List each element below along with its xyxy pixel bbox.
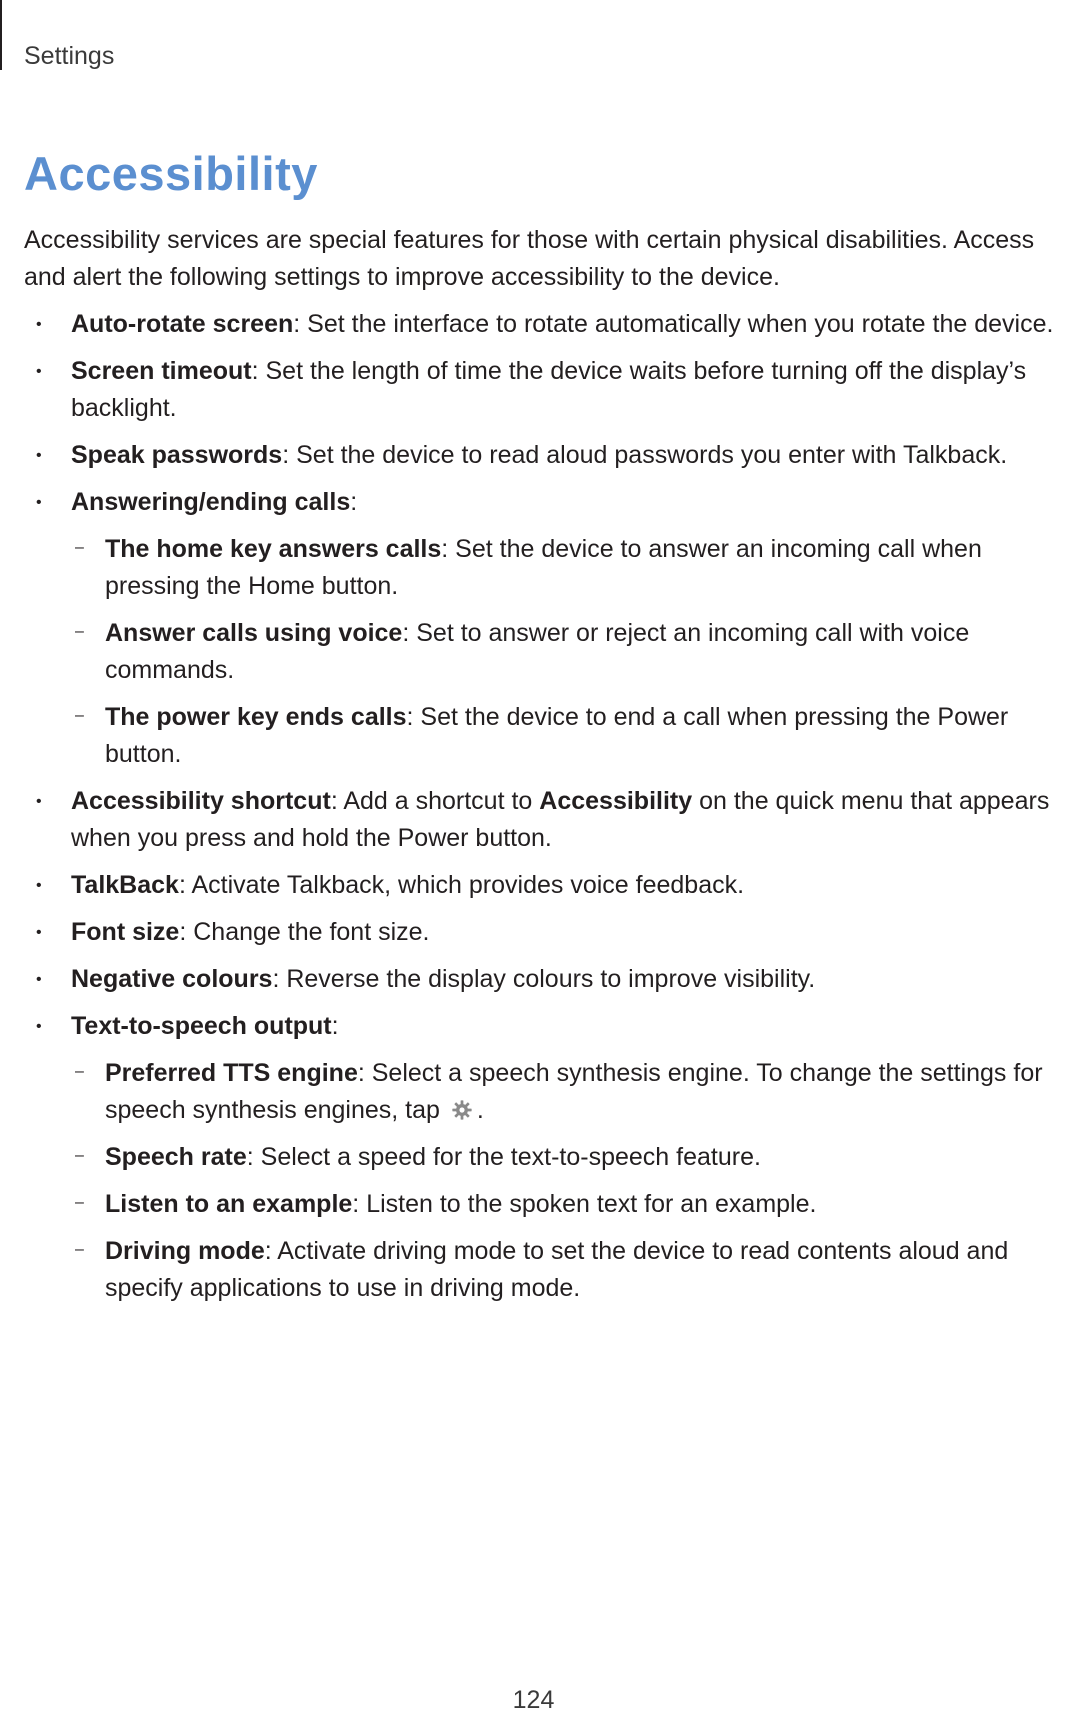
list-item-text-to-speech [24, 1008, 1064, 1307]
section-header: Settings [24, 42, 115, 70]
sub-item-term: Listen to an example [105, 1190, 353, 1218]
settings-list [24, 306, 1064, 1307]
sub-item-speech-rate [71, 1139, 1064, 1176]
item-desc: : Set the device to read aloud passwords you enter with Talkback. [282, 441, 1008, 469]
sub-item-answer-calls-voice [71, 615, 1064, 689]
list-item-auto-rotate [24, 306, 1064, 343]
item-term: Speak passwords [71, 441, 283, 469]
sub-item-term: The power key ends calls [105, 703, 407, 731]
item-desc: : Set the interface to rotate automatically when you rotate the device. [293, 310, 1054, 338]
sub-item-term: The home key answers calls [105, 535, 442, 563]
sub-list [71, 531, 1064, 773]
item-term: Auto-rotate screen [71, 310, 294, 338]
item-term: Answering/ending calls [71, 488, 351, 516]
list-item-talkback [24, 867, 1064, 904]
content-body [24, 222, 1064, 1317]
sub-item-desc: : Listen to the spoken text for an example. [352, 1190, 817, 1218]
sub-item-driving-mode [71, 1233, 1064, 1307]
item-desc-bold: Accessibility [539, 787, 693, 815]
intro-paragraph: Accessibility services are special features for those with certain physical disabilities. Access and alert the following settings to improve accessibility to the device. [24, 226, 1035, 291]
item-term: Screen timeout [71, 357, 252, 385]
sub-item-desc: : Set to answer or reject an incoming call with voice commands. [105, 619, 970, 684]
item-desc-after: on the quick menu that appears when you press and hold the Power button. [71, 787, 1050, 852]
item-desc: : Activate Talkback, which provides voice feedback. [178, 871, 745, 899]
page-number: 124 [512, 1686, 555, 1714]
sub-item-desc: : Set the device to answer an incoming call when pressing the Home button. [105, 535, 982, 600]
sub-item-listen-example [71, 1186, 1064, 1223]
item-term: Font size [71, 918, 180, 946]
item-term: Negative colours [71, 965, 273, 993]
page-corner-mark [0, 0, 2, 70]
list-item-answering-ending-calls [24, 484, 1064, 773]
sub-item-desc: : Activate driving mode to set the device to read contents aloud and specify applications to use in driving mode. [105, 1237, 1009, 1302]
item-desc: : Set the length of time the device waits before turning off the display’s backlight. [71, 357, 1027, 422]
sub-item-home-key-answers [71, 531, 1064, 605]
item-term: Accessibility shortcut [71, 787, 331, 815]
item-desc: : [331, 1012, 339, 1040]
list-item-accessibility-shortcut [24, 783, 1064, 857]
item-desc-before: : Add a shortcut to [330, 787, 540, 815]
list-item-screen-timeout [24, 353, 1064, 427]
sub-list [71, 1055, 1064, 1307]
gear-icon [451, 1099, 473, 1121]
list-item-speak-passwords [24, 437, 1064, 474]
list-item-font-size [24, 914, 1064, 951]
item-term: Text-to-speech output [71, 1012, 332, 1040]
sub-item-desc: : Select a speed for the text-to-speech feature. [246, 1143, 761, 1171]
sub-item-term: Driving mode [105, 1237, 265, 1265]
sub-item-desc-after: . [476, 1096, 484, 1124]
sub-item-term: Preferred TTS engine [105, 1059, 358, 1087]
item-desc: : [350, 488, 358, 516]
item-term: TalkBack [71, 871, 179, 899]
sub-item-preferred-tts [71, 1055, 1064, 1129]
item-desc: : Reverse the display colours to improve visibility. [272, 965, 816, 993]
sub-item-term: Answer calls using voice [105, 619, 403, 647]
item-desc: : Change the font size. [179, 918, 430, 946]
sub-item-desc-before: : Select a speech synthesis engine. To change the settings for speech synthesis engines, tap [105, 1059, 1043, 1124]
list-item-negative-colours [24, 961, 1064, 998]
page-title: Accessibility [24, 147, 318, 200]
sub-item-term: Speech rate [105, 1143, 247, 1171]
sub-item-desc: : Set the device to end a call when pressing the Power button. [105, 703, 1009, 768]
sub-item-power-key-ends [71, 699, 1064, 773]
